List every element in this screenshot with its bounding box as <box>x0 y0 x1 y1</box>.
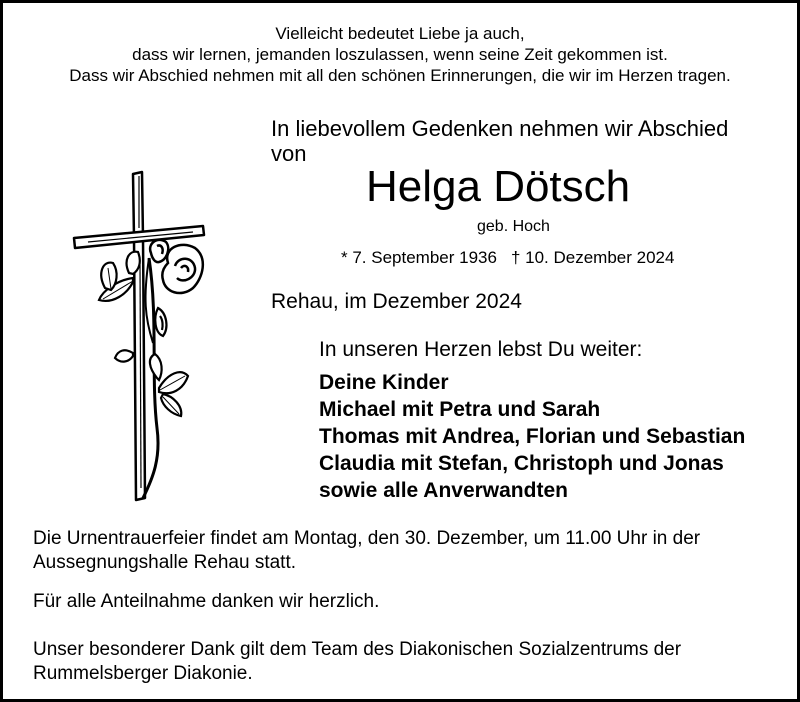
birth-date: * 7. September 1936 <box>341 248 497 267</box>
mourner-line: Michael mit Petra und Sarah <box>319 398 601 421</box>
intro-line: von <box>271 141 307 166</box>
deceased-name: Helga Dötsch <box>366 162 631 211</box>
poem-line: dass wir lernen, jemanden loszulassen, wenn seine Zeit gekommen ist. <box>132 45 668 64</box>
intro-line: In liebevollem Gedenken nehmen wir Abschied <box>271 116 729 141</box>
motto: In unseren Herzen lebst Du weiter: <box>319 338 643 361</box>
maiden-name: geb. Hoch <box>477 218 550 235</box>
special-thanks <box>33 638 773 686</box>
poem <box>3 23 797 86</box>
poem-line: Dass wir Abschied nehmen mit all den schönen Erinnerungen, die wir im Herzen tragen. <box>69 66 731 85</box>
mourner-line: Claudia mit Stefan, Christoph und Jonas <box>319 452 724 475</box>
death-date: † 10. Dezember 2024 <box>510 248 675 267</box>
ceremony-line: Die Urnentrauerfeier findet am Montag, den 30. Dezember, um 11.00 Uhr in der <box>33 528 701 549</box>
mourner-line: Thomas mit Andrea, Florian und Sebastian <box>319 425 746 448</box>
special-thanks-line: Rummelsberger Diakonie. <box>33 663 253 684</box>
poem-line: Vielleicht bedeutet Liebe ja auch, <box>275 24 525 43</box>
mourner-line: Deine Kinder <box>319 371 449 394</box>
ceremony-info <box>33 527 773 575</box>
ceremony-line: Aussegnungshalle Rehau statt. <box>33 552 297 573</box>
intro-text <box>271 116 728 166</box>
place-and-date: Rehau, im Dezember 2024 <box>271 290 522 313</box>
cross-with-roses-icon <box>63 168 213 513</box>
life-dates <box>341 247 674 269</box>
mourner-line: sowie alle Anverwandten <box>319 479 568 502</box>
thanks-text: Für alle Anteilnahme danken wir herzlich. <box>33 591 380 612</box>
special-thanks-line: Unser besonderer Dank gilt dem Team des Diakonischen Sozialzentrums der <box>33 639 682 660</box>
mourners-list <box>319 369 745 504</box>
